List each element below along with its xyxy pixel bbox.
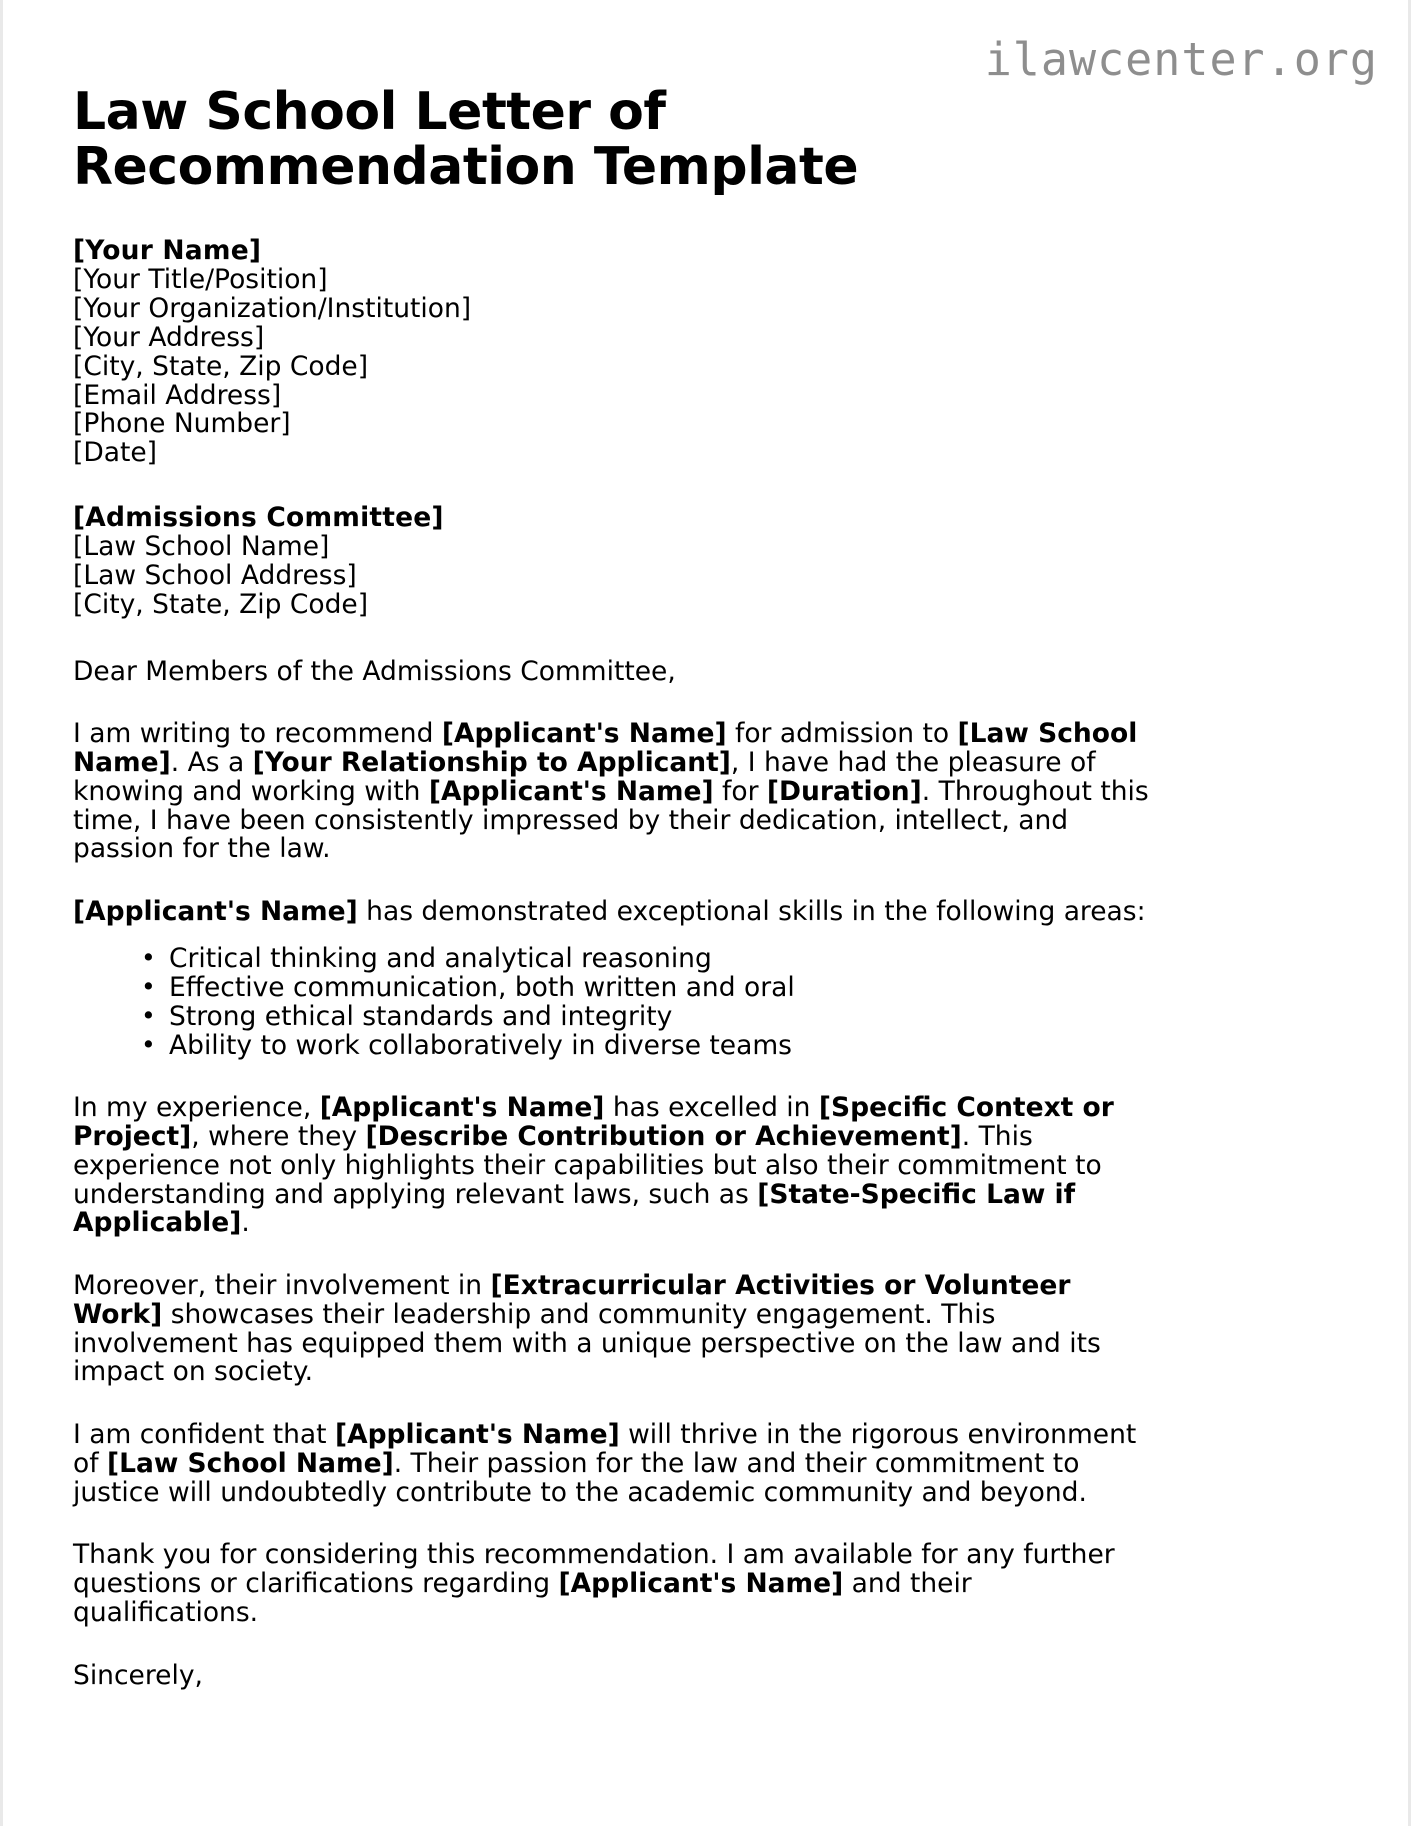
sender-email: [Email Address]: [73, 379, 282, 411]
p6-text-1: Thank you for considering this recommendation. I am available for any further questions or clarifications regarding: [73, 1539, 1115, 1600]
paragraph-introduction: [73, 686, 1161, 864]
list-item: • Ability to work collaboratively in diverse teams: [141, 1032, 1161, 1061]
paragraph-experience: [73, 1060, 1161, 1238]
salutation: Dear Members of the Admissions Committee,: [73, 655, 676, 687]
sender-address-block: [73, 237, 1161, 468]
p3-text-4: . This experience not only highlights their capabilities but also their commitment to understanding and applying relevant laws, such as: [73, 1121, 1102, 1210]
p1-text-4: , I have had the pleasure of knowing and working with: [73, 747, 1096, 807]
p1-placeholder-duration: [Duration]: [766, 775, 922, 807]
recipient-name: [Admissions Committee]: [73, 502, 444, 534]
recipient-school-address: [Law School Address]: [73, 559, 357, 591]
list-item: • Strong ethical standards and integrity: [141, 1003, 1161, 1032]
p4-text-2: showcases their leadership and community engagement. This involvement has equipped them with a unique perspective on the law and its impact on society.: [73, 1298, 1101, 1388]
p1-placeholder-applicant-name: [Applicant's Name]: [441, 718, 727, 750]
sender-phone: [Phone Number]: [73, 408, 291, 440]
p4-text-1: Moreover, their involvement in: [73, 1270, 491, 1302]
p1-text-1: I am writing to recommend: [73, 718, 442, 750]
p6-placeholder-applicant-name: [Applicant's Name]: [558, 1568, 844, 1600]
p3-text-3: , where they: [191, 1121, 366, 1153]
p1-placeholder-applicant-name-2: [Applicant's Name]: [428, 775, 714, 807]
sender-address: [Your Address]: [73, 321, 265, 353]
p1-placeholder-law-school-name: [Law School Name]: [73, 718, 1138, 779]
p3-text-1: In my experience,: [73, 1092, 320, 1124]
p5-text-2: will thrive in the rigorous environment of: [73, 1419, 1137, 1479]
skills-list: [73, 927, 1161, 1061]
sender-city-state-zip: [City, State, Zip Code]: [73, 350, 369, 382]
p3-placeholder-contribution: [Describe Contribution or Achievement]: [365, 1121, 962, 1153]
closing-salutation: Sincerely,: [73, 1659, 203, 1691]
letter-date: [Date]: [73, 437, 158, 469]
paragraph-thank-you: [73, 1507, 1161, 1627]
p3-text-2: has excelled in: [604, 1092, 819, 1124]
paragraph-extracurriculars: [73, 1238, 1161, 1387]
p5-placeholder-law-school-name: [Law School Name]: [106, 1447, 394, 1479]
p2-text-1: has demonstrated exceptional skills in the following areas:: [357, 896, 1146, 928]
p1-text-5: for: [713, 775, 767, 807]
p3-placeholder-applicant-name: [Applicant's Name]: [319, 1092, 605, 1124]
recipient-school-name: [Law School Name]: [73, 531, 330, 563]
p3-text-5: .: [241, 1207, 250, 1239]
document-content: [73, 82, 1161, 1691]
p3-placeholder-state-law: [State-Specific Law if Applicable]: [73, 1178, 1076, 1239]
p5-placeholder-applicant-name: [Applicant's Name]: [334, 1419, 620, 1451]
p6-text-2: and their qualifications.: [73, 1568, 972, 1628]
sender-name: [Your Name]: [73, 235, 262, 267]
p4-placeholder-extracurricular: [Extracurricular Activities or Volunteer Work]: [73, 1270, 1071, 1330]
recipient-city-state-zip: [City, State, Zip Code]: [73, 588, 369, 620]
p1-text-3: . As a: [170, 747, 253, 779]
list-item: • Critical thinking and analytical reasoning: [141, 945, 1161, 974]
p3-placeholder-specific-context: [Specific Context or Project]: [73, 1092, 1114, 1153]
paragraph-skills-lead-in: [73, 864, 1161, 927]
paragraph-confidence: [73, 1387, 1161, 1507]
recipient-address-block: [73, 504, 1161, 620]
list-item: • Effective communication, both written and oral: [141, 974, 1161, 1003]
sender-organization: [Your Organization/Institution]: [73, 292, 472, 324]
p1-text-2: for admission to: [726, 718, 958, 750]
sender-title: [Your Title/Position]: [73, 264, 328, 296]
page-title: Law School Letter of Recommendation Template: [73, 82, 859, 198]
p5-text-1: I am confident that: [73, 1419, 335, 1451]
site-watermark: ilawcenter.org: [984, 33, 1378, 86]
p2-placeholder-applicant-name: [Applicant's Name]: [73, 896, 358, 928]
p5-text-3: . Their passion for the law and their commitment to justice will undoubtedly contribute to the academic community and beyond.: [73, 1447, 1087, 1508]
p1-text-6: . Throughout this time, I have been consistently impressed by their dedication, intellect, and passion for the law.: [73, 775, 1149, 865]
p1-placeholder-relationship: [Your Relationship to Applicant]: [252, 747, 731, 779]
